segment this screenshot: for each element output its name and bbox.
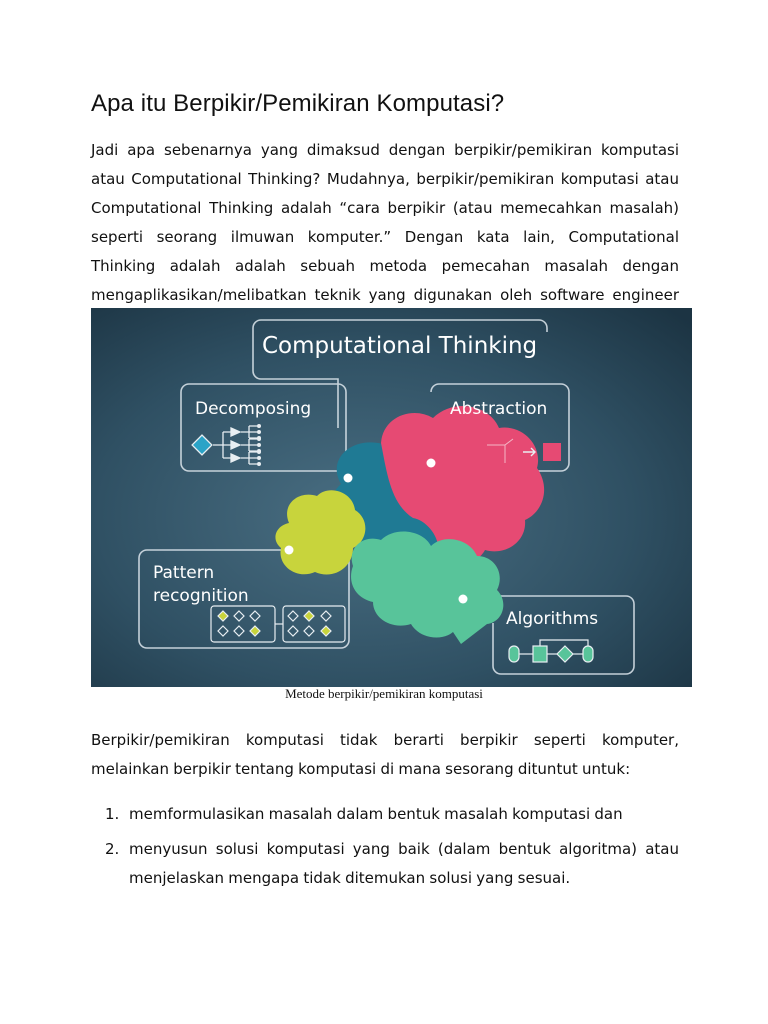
figure-caption: Metode berpikir/pemikiran komputasi [285, 686, 483, 701]
list-number: 2. [105, 840, 120, 858]
figure-heading: Computational Thinking [262, 333, 538, 359]
list-item [91, 800, 679, 829]
list-text: menyusun solusi komputasi yang baik (dalam bentuk algoritma) atau menjelaskan mengapa tidak ditemukan solusi yang sesuai. [129, 840, 679, 887]
intro-paragraph: Jadi apa sebenarnya yang dimaksud dengan berpikir/pemikiran komputasi atau Computational Thinking? Mudahnya, berpikir/pemikiran komputasi atau Computational Thinking adalah “cara berpikir (atau memecahkan masalah) seperti seorang ilmuwan komputer.” Dengan kata lain, Computational Thinking adalah adalah sebuah metoda pemecahan masalah dengan mengaplikasikan/melibatkan teknik yang digunakan oleh software engineer [91, 141, 679, 304]
numbered-list [91, 800, 679, 899]
list-text: memformulasikan masalah dalam bentuk masalah komputasi dan [129, 805, 623, 823]
label-recognition: recognition [153, 586, 249, 606]
list-number: 1. [105, 805, 120, 823]
list-item [91, 835, 679, 893]
label-algorithms: Algorithms [506, 609, 599, 629]
computational-thinking-figure [91, 308, 692, 687]
label-pattern: Pattern [153, 563, 215, 583]
body-paragraph: Berpikir/pemikiran komputasi tidak berarti berpikir seperti komputer, melainkan berpikir tentang komputasi di mana sesorang dituntut untuk: [91, 731, 679, 778]
page-title: Apa itu Berpikir/Pemikiran Komputasi? [91, 90, 505, 117]
label-decomposing: Decomposing [195, 399, 312, 419]
label-abstraction: Abstraction [450, 399, 548, 419]
